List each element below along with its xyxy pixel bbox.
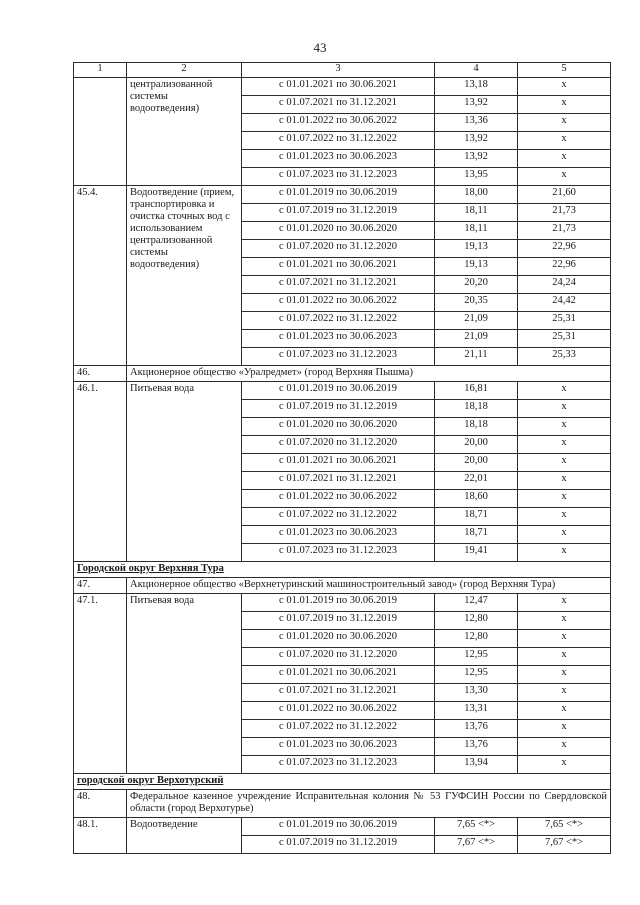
organization-row — [74, 578, 611, 594]
tariff-value-with-vat: x — [518, 544, 611, 562]
column-number: 5 — [518, 63, 611, 78]
section-title: городской округ Верхотурский — [74, 774, 611, 790]
tariff-period: с 01.07.2023 по 31.12.2023 — [242, 168, 435, 186]
tariff-period: с 01.07.2023 по 31.12.2023 — [242, 544, 435, 562]
section-heading-row — [74, 562, 611, 578]
tariff-value-with-vat: x — [518, 490, 611, 508]
tariff-value: 20,00 — [435, 454, 518, 472]
tariff-value-with-vat: x — [518, 738, 611, 756]
tariff-value: 19,41 — [435, 544, 518, 562]
tariff-value: 21,09 — [435, 312, 518, 330]
item-number: 48.1. — [74, 818, 127, 854]
tariff-value-with-vat: x — [518, 612, 611, 630]
tariff-value: 7,65 <*> — [435, 818, 518, 836]
organization-row — [74, 790, 611, 818]
item-number — [74, 78, 127, 186]
tariff-period: с 01.01.2019 по 30.06.2019 — [242, 382, 435, 400]
tariff-period: с 01.01.2023 по 30.06.2023 — [242, 738, 435, 756]
tariff-value: 13,92 — [435, 96, 518, 114]
table-row — [74, 594, 611, 612]
tariff-period: с 01.07.2020 по 31.12.2020 — [242, 240, 435, 258]
item-number: 46. — [74, 366, 127, 382]
table-row — [74, 818, 611, 836]
service-name: централизованной системы водоотведения) — [127, 78, 242, 186]
tariff-value-with-vat: x — [518, 630, 611, 648]
tariff-value-with-vat: 7,65 <*> — [518, 818, 611, 836]
tariff-value: 12,80 — [435, 630, 518, 648]
tariff-period: с 01.07.2022 по 31.12.2022 — [242, 132, 435, 150]
tariff-value-with-vat: 21,60 — [518, 186, 611, 204]
tariff-value: 20,20 — [435, 276, 518, 294]
tariff-value-with-vat: 22,96 — [518, 258, 611, 276]
tariff-period: с 01.07.2020 по 31.12.2020 — [242, 648, 435, 666]
tariff-period: с 01.01.2019 по 30.06.2019 — [242, 818, 435, 836]
tariff-value-with-vat: x — [518, 648, 611, 666]
tariff-value: 13,18 — [435, 78, 518, 96]
item-number: 47. — [74, 578, 127, 594]
tariff-value-with-vat: x — [518, 684, 611, 702]
organization-name: Федеральное казенное учреждение Исправительная колония № 53 ГУФСИН России по Свердловской области (город Верхотурье) — [127, 790, 611, 818]
tariff-value: 12,80 — [435, 612, 518, 630]
tariff-value: 12,95 — [435, 648, 518, 666]
tariff-value: 18,11 — [435, 222, 518, 240]
tariff-period: с 01.01.2021 по 30.06.2021 — [242, 666, 435, 684]
tariff-value-with-vat: x — [518, 114, 611, 132]
tariff-value: 19,13 — [435, 240, 518, 258]
section-title: Городской округ Верхняя Тура — [74, 562, 611, 578]
tariff-value: 18,60 — [435, 490, 518, 508]
tariff-period: с 01.07.2022 по 31.12.2022 — [242, 312, 435, 330]
tariff-value-with-vat: 21,73 — [518, 204, 611, 222]
table-row — [74, 186, 611, 204]
column-number: 1 — [74, 63, 127, 78]
tariff-period: с 01.07.2019 по 31.12.2019 — [242, 612, 435, 630]
tariff-period: с 01.07.2019 по 31.12.2019 — [242, 400, 435, 418]
tariff-value: 13,76 — [435, 720, 518, 738]
item-number: 47.1. — [74, 594, 127, 774]
tariff-value-with-vat: 25,31 — [518, 330, 611, 348]
organization-row — [74, 366, 611, 382]
tariff-period: с 01.07.2020 по 31.12.2020 — [242, 436, 435, 454]
tariff-value: 20,00 — [435, 436, 518, 454]
tariff-period: с 01.01.2021 по 30.06.2021 — [242, 454, 435, 472]
tariff-period: с 01.07.2021 по 31.12.2021 — [242, 96, 435, 114]
organization-name: Акционерное общество «Уралредмет» (город Верхняя Пышма) — [127, 366, 611, 382]
tariff-value: 12,95 — [435, 666, 518, 684]
tariff-value: 18,71 — [435, 508, 518, 526]
tariff-table — [73, 62, 611, 854]
tariff-period: с 01.07.2021 по 31.12.2021 — [242, 276, 435, 294]
tariff-period: с 01.01.2023 по 30.06.2023 — [242, 330, 435, 348]
tariff-value-with-vat: 22,96 — [518, 240, 611, 258]
tariff-value-with-vat: x — [518, 400, 611, 418]
column-number: 4 — [435, 63, 518, 78]
tariff-value: 18,18 — [435, 418, 518, 436]
tariff-table-body — [74, 63, 611, 854]
tariff-value-with-vat: 25,31 — [518, 312, 611, 330]
service-name: Водоотведение (прием, транспортировка и очистка сточных вод с использованием централизованной системы водоотведения) — [127, 186, 242, 366]
tariff-period: с 01.01.2019 по 30.06.2019 — [242, 594, 435, 612]
tariff-period: с 01.07.2022 по 31.12.2022 — [242, 508, 435, 526]
tariff-value-with-vat: x — [518, 526, 611, 544]
tariff-period: с 01.07.2019 по 31.12.2019 — [242, 836, 435, 854]
tariff-value: 13,92 — [435, 150, 518, 168]
tariff-value: 13,30 — [435, 684, 518, 702]
tariff-value: 18,18 — [435, 400, 518, 418]
tariff-period: с 01.01.2020 по 30.06.2020 — [242, 630, 435, 648]
service-name: Водоотведение — [127, 818, 242, 854]
tariff-period: с 01.07.2023 по 31.12.2023 — [242, 756, 435, 774]
tariff-value: 12,47 — [435, 594, 518, 612]
item-number: 45.4. — [74, 186, 127, 366]
column-number: 3 — [242, 63, 435, 78]
service-name: Питьевая вода — [127, 594, 242, 774]
tariff-period: с 01.01.2019 по 30.06.2019 — [242, 186, 435, 204]
tariff-value-with-vat: 25,33 — [518, 348, 611, 366]
tariff-period: с 01.01.2021 по 30.06.2021 — [242, 258, 435, 276]
tariff-period: с 01.01.2023 по 30.06.2023 — [242, 526, 435, 544]
tariff-period: с 01.01.2020 по 30.06.2020 — [242, 222, 435, 240]
tariff-value: 21,09 — [435, 330, 518, 348]
tariff-value: 13,36 — [435, 114, 518, 132]
tariff-period: с 01.01.2023 по 30.06.2023 — [242, 150, 435, 168]
tariff-period: с 01.07.2022 по 31.12.2022 — [242, 720, 435, 738]
tariff-period: с 01.01.2020 по 30.06.2020 — [242, 418, 435, 436]
item-number: 46.1. — [74, 382, 127, 562]
tariff-value-with-vat: x — [518, 454, 611, 472]
tariff-value: 18,00 — [435, 186, 518, 204]
tariff-value-with-vat: x — [518, 720, 611, 738]
column-number-row — [74, 63, 611, 78]
page-number: 43 — [313, 40, 327, 55]
tariff-period: с 01.01.2021 по 30.06.2021 — [242, 78, 435, 96]
tariff-period: с 01.07.2023 по 31.12.2023 — [242, 348, 435, 366]
tariff-value-with-vat: x — [518, 702, 611, 720]
tariff-value: 18,71 — [435, 526, 518, 544]
tariff-value: 22,01 — [435, 472, 518, 490]
tariff-value-with-vat: x — [518, 666, 611, 684]
tariff-value-with-vat: x — [518, 508, 611, 526]
tariff-period: с 01.07.2021 по 31.12.2021 — [242, 472, 435, 490]
tariff-value: 13,94 — [435, 756, 518, 774]
section-heading-row — [74, 774, 611, 790]
tariff-period: с 01.01.2022 по 30.06.2022 — [242, 114, 435, 132]
tariff-value: 18,11 — [435, 204, 518, 222]
table-row — [74, 78, 611, 96]
tariff-value-with-vat: x — [518, 382, 611, 400]
tariff-value-with-vat: 7,67 <*> — [518, 836, 611, 854]
tariff-value-with-vat: x — [518, 594, 611, 612]
column-number: 2 — [127, 63, 242, 78]
tariff-value-with-vat: x — [518, 436, 611, 454]
organization-name: Акционерное общество «Верхнетуринский машиностроительный завод» (город Верхняя Тура) — [127, 578, 611, 594]
tariff-value: 13,95 — [435, 168, 518, 186]
table-row — [74, 382, 611, 400]
service-name: Питьевая вода — [127, 382, 242, 562]
tariff-value-with-vat: x — [518, 78, 611, 96]
tariff-value: 7,67 <*> — [435, 836, 518, 854]
tariff-period: с 01.01.2022 по 30.06.2022 — [242, 294, 435, 312]
tariff-period: с 01.07.2021 по 31.12.2021 — [242, 684, 435, 702]
tariff-value-with-vat: 24,24 — [518, 276, 611, 294]
tariff-value: 13,31 — [435, 702, 518, 720]
tariff-value-with-vat: x — [518, 168, 611, 186]
tariff-period: с 01.01.2022 по 30.06.2022 — [242, 490, 435, 508]
tariff-value-with-vat: x — [518, 418, 611, 436]
tariff-period: с 01.01.2022 по 30.06.2022 — [242, 702, 435, 720]
tariff-value-with-vat: 24,42 — [518, 294, 611, 312]
tariff-value: 16,81 — [435, 382, 518, 400]
tariff-value: 20,35 — [435, 294, 518, 312]
tariff-value: 19,13 — [435, 258, 518, 276]
item-number: 48. — [74, 790, 127, 818]
tariff-value-with-vat: x — [518, 132, 611, 150]
tariff-value-with-vat: x — [518, 472, 611, 490]
tariff-period: с 01.07.2019 по 31.12.2019 — [242, 204, 435, 222]
tariff-value: 21,11 — [435, 348, 518, 366]
tariff-value-with-vat: x — [518, 756, 611, 774]
tariff-value-with-vat: x — [518, 96, 611, 114]
tariff-value-with-vat: 21,73 — [518, 222, 611, 240]
tariff-value: 13,76 — [435, 738, 518, 756]
tariff-value-with-vat: x — [518, 150, 611, 168]
tariff-value: 13,92 — [435, 132, 518, 150]
